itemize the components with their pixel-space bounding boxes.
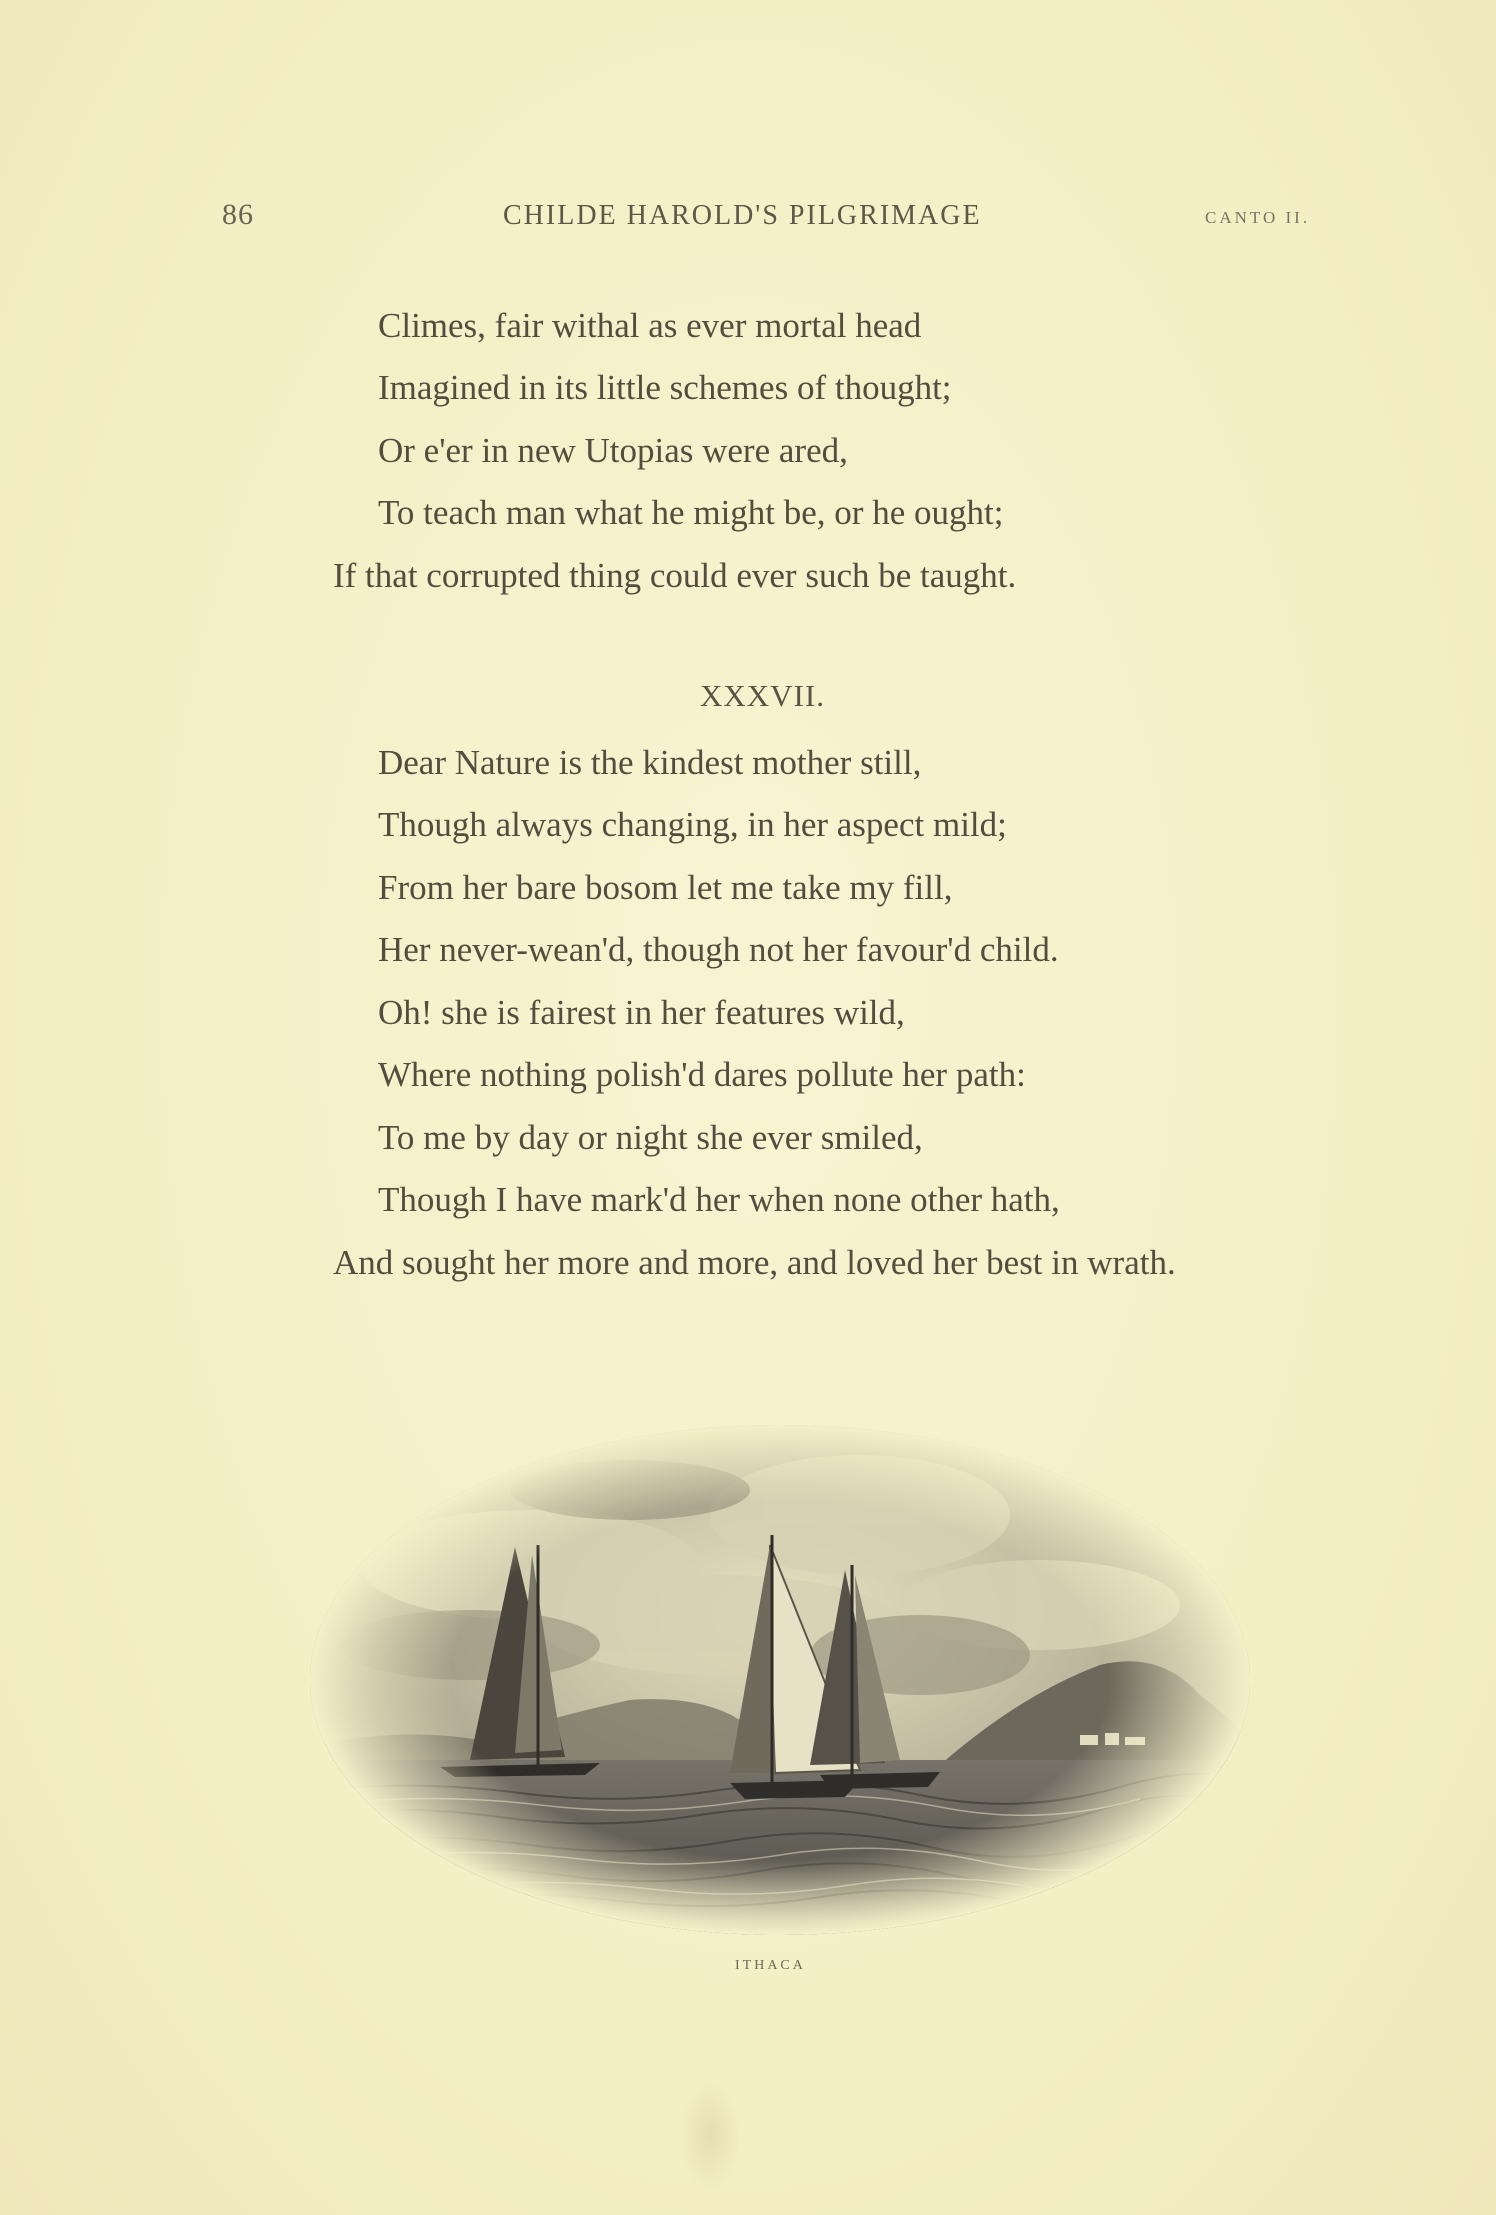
page-smudge [680, 2080, 740, 2190]
verse-line: Where nothing polish'd dares pollute her path: [378, 1055, 1026, 1094]
verse-line: Oh! she is fairest in her features wild, [378, 993, 905, 1032]
verse-line: To me by day or night she ever smiled, [378, 1118, 923, 1157]
verse-line: If that corrupted thing could ever such be taught. [333, 556, 1017, 595]
verse-line: Or e'er in new Utopias were ared, [378, 431, 848, 470]
illustration-caption: ITHACA [735, 1958, 806, 1973]
page-number: 86 [222, 198, 254, 231]
canto-label: CANTO II. [1205, 208, 1311, 227]
verse-line: Her never-wean'd, though not her favour'd child. [378, 930, 1059, 969]
verse-line: Dear Nature is the kindest mother still, [378, 743, 922, 782]
verse-line: Though I have mark'd her when none other hath, [378, 1180, 1060, 1219]
ithaca-engraving [300, 1395, 1260, 1940]
verse-line: And sought her more and more, and loved her best in wrath. [333, 1243, 1176, 1282]
verse-line: Though always changing, in her aspect mild; [378, 805, 1007, 844]
verse-line: Climes, fair withal as ever mortal head [378, 306, 922, 345]
running-title: CHILDE HAROLD'S PILGRIMAGE [503, 200, 982, 231]
verse-line: From her bare bosom let me take my fill, [378, 868, 953, 907]
verse-line: Imagined in its little schemes of thought; [378, 368, 952, 407]
running-header [0, 198, 1496, 238]
verse-line: To teach man what he might be, or he ought; [378, 493, 1004, 532]
stanza-number: XXXVII. [700, 678, 825, 713]
